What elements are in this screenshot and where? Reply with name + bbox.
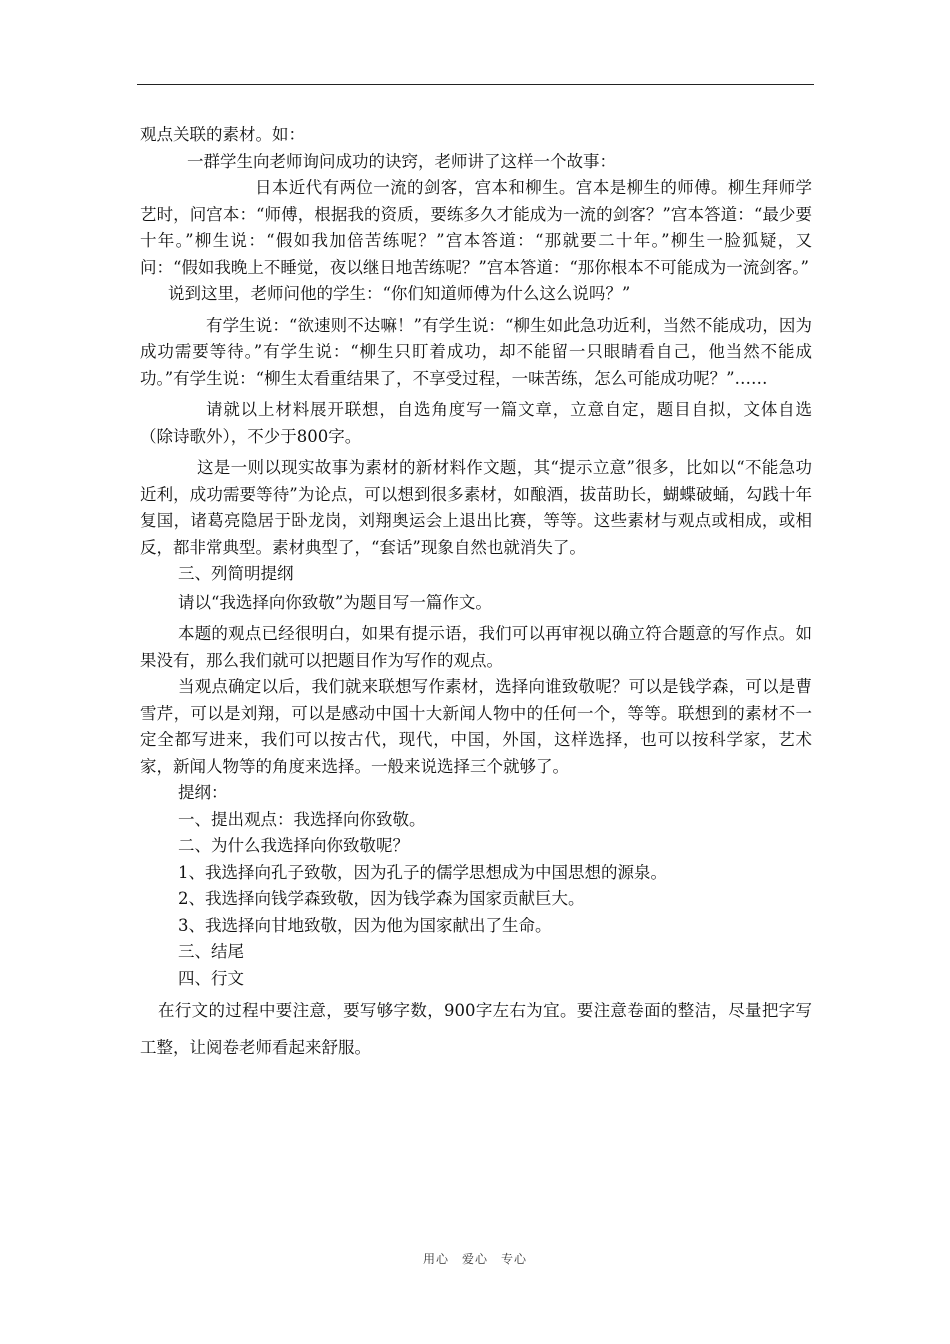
paragraph: 日本近代有两位一流的剑客，宫本和柳生。宫本是柳生的师傅。柳生拜师学艺时，问宫本：“师傅，根据我的资质，要练多久才能成为一流的剑客？”宫本答道：“最少要十年。”柳生说：“假如我加倍苦练呢？”宫本答道：“那就要二十年。”柳生一脸狐疑，又问：“假如我晚上不睡觉，夜以继日地苦练呢？”宫本答道：“那你根本不可能成为一流剑客。” [140, 178, 812, 277]
header-rule [137, 84, 814, 85]
paragraph: 这是一则以现实故事为素材的新材料作文题，其“提示立意”很多，比如以“不能急功近利，成功需要等待”为论点，可以想到很多素材，如酿酒，拔苗助长，蝴蝶破蛹，勾践十年复国，诸葛亮隐居于卧龙岗，刘翔奥运会上退出比赛，等等。这些素材与观点或相成，或相反，都非常典型。素材典型了，“套话”现象自然也就消失了。 [140, 458, 812, 557]
paragraph: 本题的观点已经很明白，如果有提示语，我们可以再审视以确立符合题意的写作点。如果没有，那么我们就可以把题目作为写作的观点。 [140, 624, 812, 670]
paragraph: 一群学生向老师询问成功的诀窍，老师讲了这样一个故事： [187, 151, 616, 171]
paragraph: 观点关联的素材。如： [140, 125, 305, 144]
paragraph: 说到这里，老师问他的学生：“你们知道师傅为什么这么说吗？” [168, 284, 631, 303]
paragraph: 当观点确定以后，我们就来联想写作素材，选择向谁致敬呢？可以是钱学森，可以是曹雪芹，可以是刘翔，可以是感动中国十大新闻人物中的任何一个，等等。联想到的素材不一定全都写进来，我们可以按古代，现代，中国，外国，这样选择，也可以按科学家，艺术家，新闻人物等的角度来选择。一般来说选择三个就够了。 [140, 677, 812, 776]
page-footer: 用心 爱心 专心 [422, 1252, 527, 1266]
paragraph: 一、提出观点：我选择向你致敬。 [178, 809, 426, 829]
paragraph: 2、我选择向钱学森致敬，因为钱学森为国家贡献巨大。 [178, 889, 585, 908]
paragraph: 提纲： [178, 783, 228, 802]
paragraph: 三、结尾 [178, 942, 244, 961]
paragraph: 四、行文 [178, 968, 244, 988]
document-body [140, 122, 812, 1066]
paragraph: 1、我选择向孔子致敬，因为孔子的儒学思想成为中国思想的源泉。 [178, 862, 667, 882]
paragraph: 请以“我选择向你致敬”为题目写一篇作文。 [178, 592, 492, 612]
paragraph: 二、为什么我选择向你致敬呢？ [178, 836, 409, 855]
paragraph: 请就以上材料展开联想，自选角度写一篇文章，立意自定，题目自拟，文体自选（除诗歌外），不少于800字。 [140, 400, 812, 446]
paragraph: 3、我选择向甘地致敬，因为他为国家献出了生命。 [178, 915, 552, 935]
paragraph: 在行文的过程中要注意，要写够字数，900字左右为宜。要注意卷面的整洁，尽量把字写工整，让阅卷老师看起来舒服。 [140, 1001, 812, 1057]
paragraph: 有学生说：“欲速则不达嘛！”有学生说：“柳生如此急功近利，当然不能成功，因为成功需要等待。”有学生说：“柳生只盯着成功，却不能留一只眼睛看自己，他当然不能成功。”有学生说：“柳生太看重结果了，不享受过程，一味苦练，怎么可能成功呢？”…… [140, 315, 812, 388]
paragraph: 三、列简明提纲 [178, 564, 294, 583]
